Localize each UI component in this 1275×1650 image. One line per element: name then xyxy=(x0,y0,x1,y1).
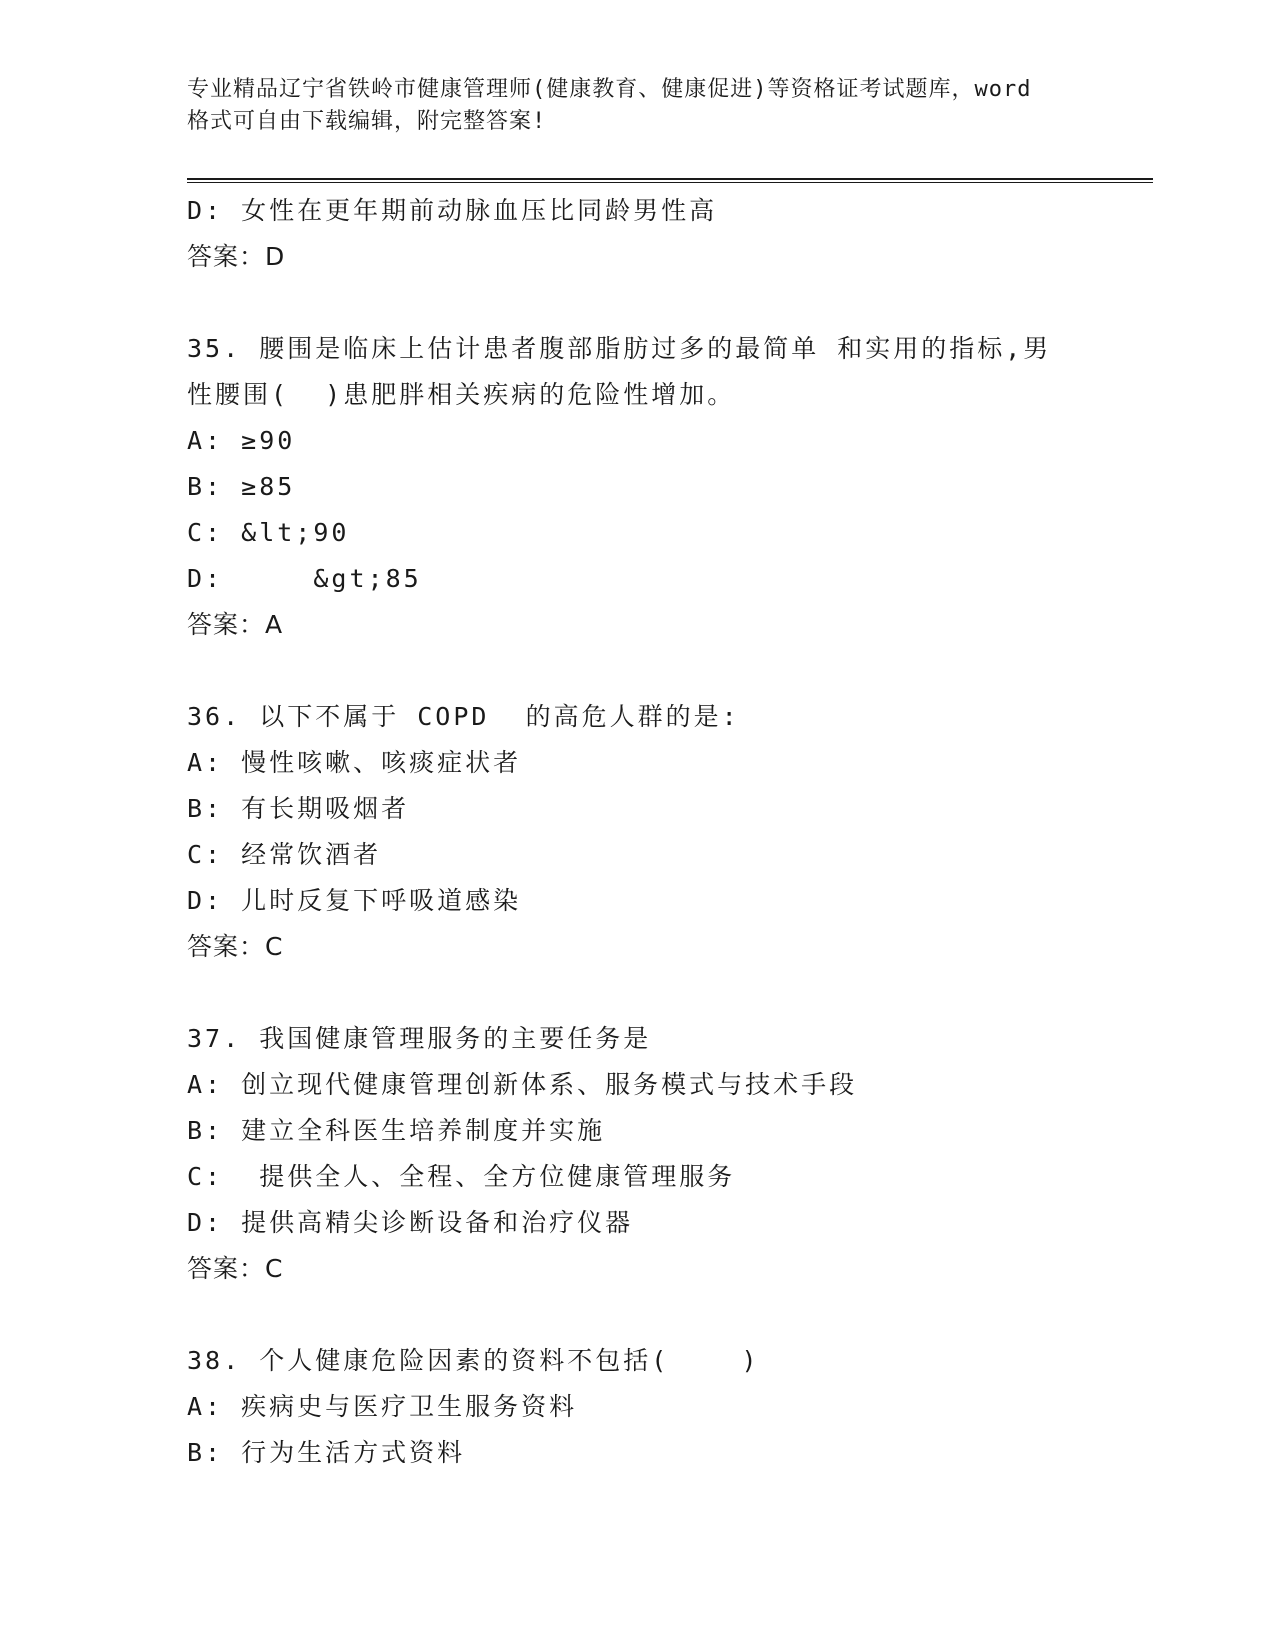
option-line: A: 疾病史与医疗卫生服务资料 xyxy=(187,1392,578,1421)
question-block xyxy=(187,694,1147,970)
header-line-1: 专业精品辽宁省铁岭市健康管理师(健康教育、健康促进)等资格证考试题库，word xyxy=(187,77,1032,102)
question-block xyxy=(187,1338,1147,1476)
option-line: A: 创立现代健康管理创新体系、服务模式与技术手段 xyxy=(187,1070,858,1099)
option-line: B: 有长期吸烟者 xyxy=(187,794,410,823)
answer-line: 答案：A xyxy=(187,610,284,639)
option-line: C: &lt;90 xyxy=(187,518,350,547)
answer-line: 答案：C xyxy=(187,1254,284,1283)
option-line: B: 行为生活方式资料 xyxy=(187,1438,466,1467)
option-line: C: 经常饮酒者 xyxy=(187,840,382,869)
option-line: B: ≥85 xyxy=(187,472,296,501)
question-stem: 37. 我国健康管理服务的主要任务是 xyxy=(187,1024,652,1053)
option-line: D: 女性在更年期前动脉血压比同龄男性高 xyxy=(187,196,718,225)
question-stem: 36. 以下不属于 COPD 的高危人群的是: xyxy=(187,702,740,731)
option-line: D: 儿时反复下呼吸道感染 xyxy=(187,886,522,915)
option-line: A: 慢性咳嗽、咳痰症状者 xyxy=(187,748,522,777)
option-line: D: &gt;85 xyxy=(187,564,422,593)
option-line: A: ≥90 xyxy=(187,426,296,455)
option-line: B: 建立全科医生培养制度并实施 xyxy=(187,1116,606,1145)
answer-line: 答案：D xyxy=(187,242,286,271)
question-stem: 性腰围( )患肥胖相关疾病的危险性增加。 xyxy=(187,380,736,409)
question-block xyxy=(187,1016,1147,1292)
question-stem: 38. 个人健康危险因素的资料不包括( ) xyxy=(187,1346,760,1375)
page-header xyxy=(187,74,1087,138)
question-stem: 35. 腰围是临床上估计患者腹部脂肪过多的最简单 和实用的指标,男 xyxy=(187,334,1052,363)
question-block xyxy=(187,326,1147,648)
option-line: D: 提供高精尖诊断设备和治疗仪器 xyxy=(187,1208,634,1237)
header-line-2: 格式可自由下载编辑，附完整答案! xyxy=(187,109,547,134)
header-divider xyxy=(187,178,1153,183)
option-line: C: 提供全人、全程、全方位健康管理服务 xyxy=(187,1162,736,1191)
answer-line: 答案：C xyxy=(187,932,284,961)
question-list xyxy=(187,188,1147,1476)
